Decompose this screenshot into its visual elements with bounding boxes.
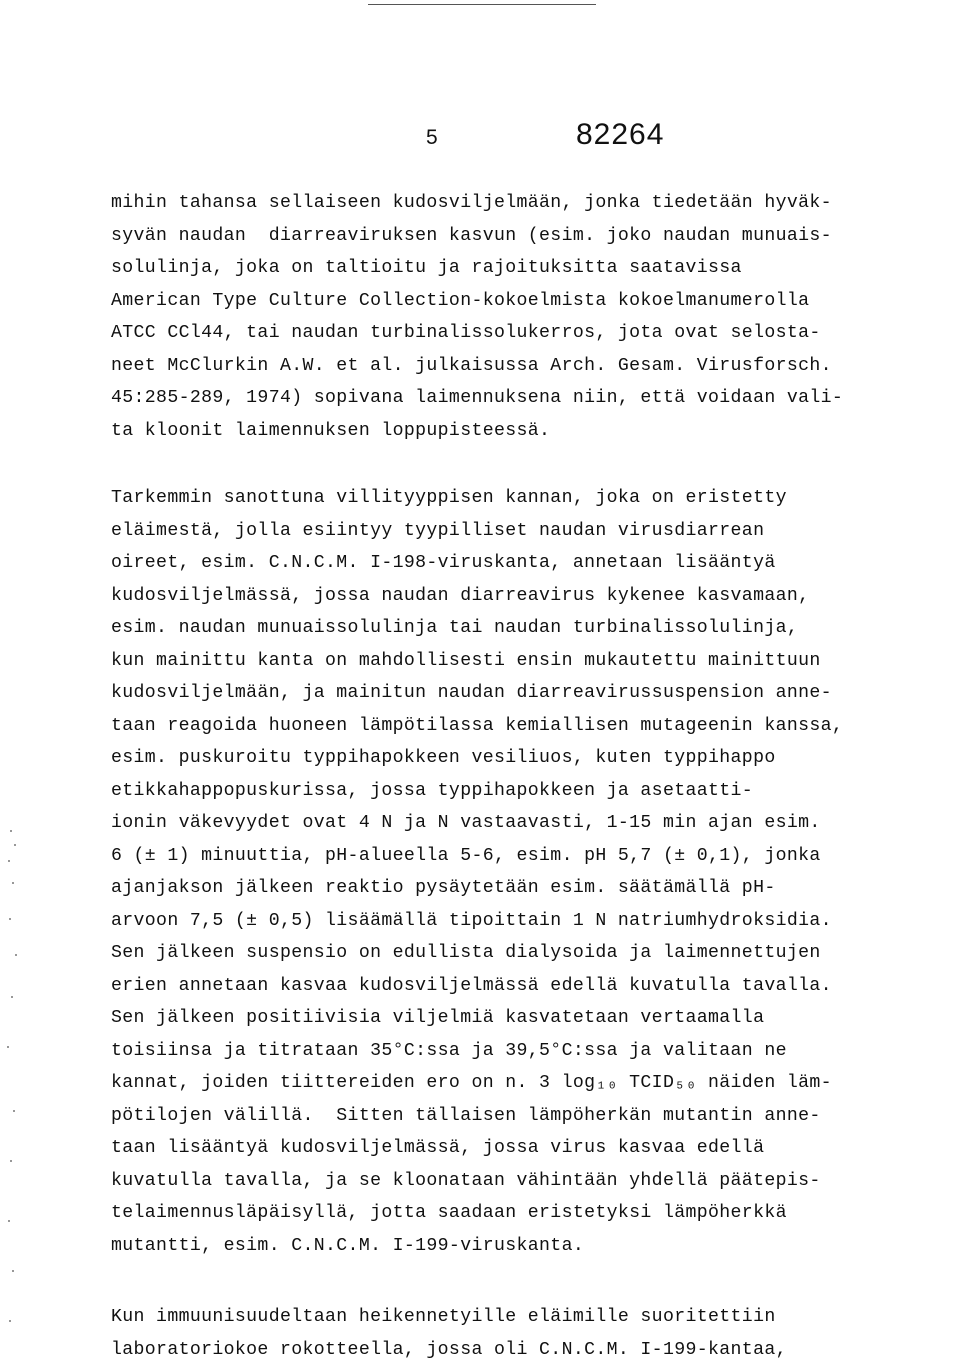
- paragraph-1: [111, 187, 951, 447]
- page-number: 5: [426, 126, 438, 150]
- text-line: neet McClurkin A.W. et al. julkaisussa Arch. Gesam. Virusforsch.: [111, 350, 951, 383]
- text-line: 45:285-289, 1974) sopivana laimennuksena niin, että voidaan vali-: [111, 382, 951, 415]
- text-line: arvoon 7,5 (± 0,5) lisäämällä tipoittain 1 N natriumhydroksidia.: [111, 905, 951, 938]
- text-line: Kun immuunisuudeltaan heikennetyille eläimille suoritettiin: [111, 1301, 951, 1334]
- text-line: kun mainittu kanta on mahdollisesti ensin mukautettu mainittuun: [111, 645, 951, 678]
- text-line: laboratoriokoe rokotteella, jossa oli C.N.C.M. I-199-kantaa,: [111, 1334, 951, 1366]
- patent-number: 82264: [576, 118, 664, 152]
- text-line: esim. naudan munuaissolulinja tai naudan turbinalissolulinja,: [111, 612, 951, 645]
- text-line: Tarkemmin sanottuna villityyppisen kannan, joka on eristetty: [111, 482, 951, 515]
- text-line: esim. puskuroitu typpihapokkeen vesiliuos, kuten typpihappo: [111, 742, 951, 775]
- paragraph-2: [111, 482, 951, 1262]
- text-line: pötilojen välillä. Sitten tällaisen lämpöherkän mutantin anne-: [111, 1100, 951, 1133]
- text-line: ionin väkevyydet ovat 4 N ja N vastaavasti, 1-15 min ajan esim.: [111, 807, 951, 840]
- text-line: ta kloonit laimennuksen loppupisteessä.: [111, 415, 951, 448]
- text-line: ajanjakson jälkeen reaktio pysäytetään esim. säätämällä pH-: [111, 872, 951, 905]
- text-line: American Type Culture Collection-kokoelmista kokoelmanumerolla: [111, 285, 951, 318]
- text-line: etikkahappopuskurissa, jossa typpihapokkeen ja asetaatti-: [111, 775, 951, 808]
- text-line: oireet, esim. C.N.C.M. I-198-viruskanta, annetaan lisääntyä: [111, 547, 951, 580]
- scan-noise: [0, 820, 30, 1360]
- text-line: kuvatulla tavalla, ja se kloonataan vähintään yhdellä päätepis-: [111, 1165, 951, 1198]
- top-rule: [368, 4, 596, 5]
- text-line: Sen jälkeen positiivisia viljelmiä kasvatetaan vertaamalla: [111, 1002, 951, 1035]
- text-line: mihin tahansa sellaiseen kudosviljelmään, jonka tiedetään hyväk-: [111, 187, 951, 220]
- paragraph-3: [111, 1301, 951, 1366]
- text-line: telaimennusläpäisyllä, jotta saadaan eristetyksi lämpöherkkä: [111, 1197, 951, 1230]
- text-line: solulinja, joka on taltioitu ja rajoituksitta saatavissa: [111, 252, 951, 285]
- text-line: syvän naudan diarreaviruksen kasvun (esim. joko naudan munuais-: [111, 220, 951, 253]
- text-line: toisiinsa ja titrataan 35°C:ssa ja 39,5°C:ssa ja valitaan ne: [111, 1035, 951, 1068]
- text-line: mutantti, esim. C.N.C.M. I-199-viruskanta.: [111, 1230, 951, 1263]
- text-line: kannat, joiden tiittereiden ero on n. 3 log₁₀ TCID₅₀ näiden läm-: [111, 1067, 951, 1100]
- text-line: ATCC CCl44, tai naudan turbinalissolukerros, jota ovat selosta-: [111, 317, 951, 350]
- text-line: erien annetaan kasvaa kudosviljelmässä edellä kuvatulla tavalla.: [111, 970, 951, 1003]
- text-line: 6 (± 1) minuuttia, pH-alueella 5-6, esim. pH 5,7 (± 0,1), jonka: [111, 840, 951, 873]
- text-line: taan reagoida huoneen lämpötilassa kemiallisen mutageenin kanssa,: [111, 710, 951, 743]
- text-line: Sen jälkeen suspensio on edullista dialysoida ja laimennettujen: [111, 937, 951, 970]
- text-line: kudosviljelmään, ja mainitun naudan diarreavirussuspension anne-: [111, 677, 951, 710]
- text-line: taan lisääntyä kudosviljelmässä, jossa virus kasvaa edellä: [111, 1132, 951, 1165]
- text-line: kudosviljelmässä, jossa naudan diarreavirus kykenee kasvamaan,: [111, 580, 951, 613]
- text-line: eläimestä, jolla esiintyy tyypilliset naudan virusdiarrean: [111, 515, 951, 548]
